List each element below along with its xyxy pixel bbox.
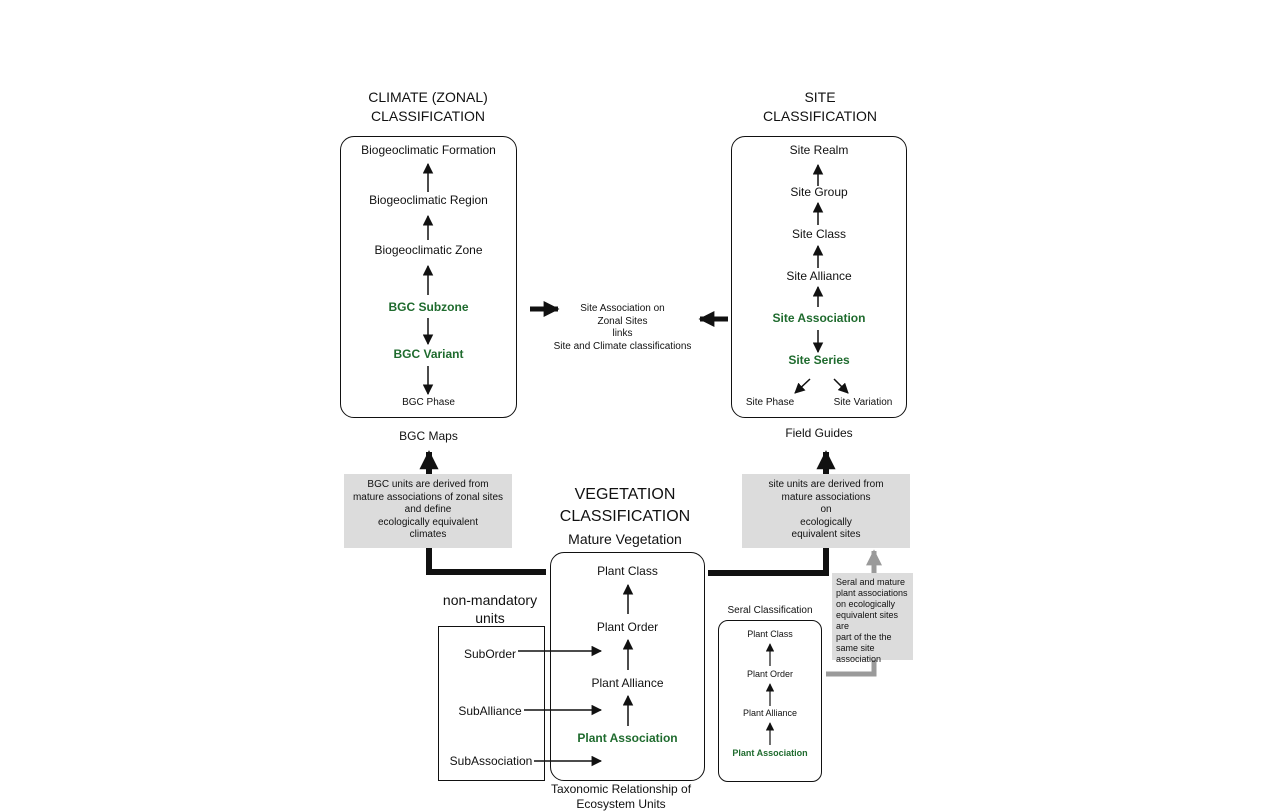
- seral-level-alliance: Plant Alliance: [742, 708, 798, 718]
- site-derivation-note: site units are derived from mature associations on ecologically equivalent sites: [742, 474, 910, 548]
- site-level-phase: Site Phase: [745, 397, 795, 408]
- veg-level-alliance: Plant Alliance: [591, 676, 664, 690]
- seral-heading: Seral Classification: [727, 605, 813, 616]
- climate-heading: CLIMATE (ZONAL) CLASSIFICATION: [368, 89, 488, 124]
- site-level-association: Site Association: [772, 311, 866, 325]
- site-level-class: Site Class: [791, 227, 847, 241]
- site-level-variation: Site Variation: [833, 397, 893, 408]
- climate-level-formation: Biogeoclimatic Formation: [361, 143, 496, 157]
- seral-note: Seral and mature plant associations on ecologically equivalent sites are part of the the same site association: [832, 573, 913, 660]
- figure-caption: Taxonomic Relationship of Ecosystem Units: [550, 782, 692, 811]
- field-guides-label: Field Guides: [785, 426, 853, 440]
- climate-level-variant: BGC Variant: [393, 347, 464, 361]
- nonmandatory-suballiance: SubAlliance: [458, 704, 522, 718]
- nonmandatory-heading: non-mandatory units: [442, 592, 538, 626]
- bgc-maps-label: BGC Maps: [399, 429, 458, 443]
- seral-level-class: Plant Class: [747, 629, 793, 639]
- climate-level-subzone: BGC Subzone: [388, 300, 469, 314]
- nonmandatory-subassociation: SubAssociation: [449, 754, 533, 768]
- seral-level-order: Plant Order: [746, 669, 794, 679]
- climate-level-phase: BGC Phase: [402, 397, 455, 408]
- climate-level-region: Biogeoclimatic Region: [369, 193, 488, 207]
- site-level-realm: Site Realm: [789, 143, 849, 157]
- climate-derivation-note: BGC units are derived from mature associations of zonal sites and define ecologically equivalent climates: [344, 474, 512, 548]
- site-level-series: Site Series: [788, 353, 850, 367]
- veg-level-order: Plant Order: [596, 620, 659, 634]
- site-heading: SITE CLASSIFICATION: [762, 89, 878, 124]
- vegetation-subheading: Mature Vegetation: [568, 531, 682, 547]
- seral-level-association: Plant Association: [732, 748, 808, 758]
- site-level-alliance: Site Alliance: [786, 269, 852, 283]
- vegetation-heading: VEGETATION CLASSIFICATION: [559, 486, 691, 525]
- climate-level-zone: Biogeoclimatic Zone: [374, 243, 483, 257]
- site-level-group: Site Group: [790, 185, 848, 199]
- link-description: Site Association on Zonal Sites links Site and Climate classifications: [553, 303, 692, 352]
- vegetation-classification-box: [550, 552, 705, 781]
- nonmandatory-suborder: SubOrder: [463, 647, 517, 661]
- veg-level-class: Plant Class: [597, 564, 658, 578]
- veg-level-association: Plant Association: [577, 731, 678, 745]
- climate-classification-box: [340, 136, 517, 418]
